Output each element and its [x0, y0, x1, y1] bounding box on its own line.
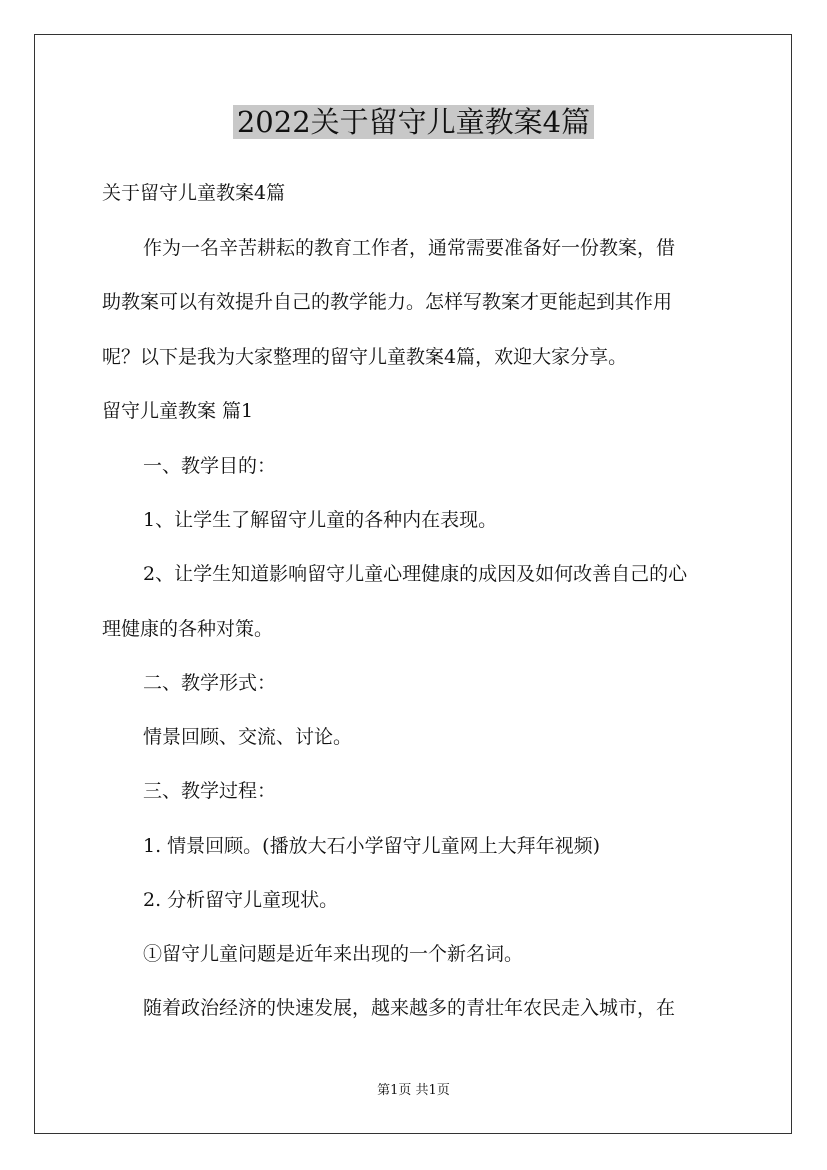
paragraph-line: 1、让学生了解留守儿童的各种内在表现。 [143, 509, 498, 531]
paragraph-line: 三、教学过程： [143, 780, 277, 802]
paragraph-line: 呢？以下是我为大家整理的留守儿童教案4篇，欢迎大家分享。 [102, 346, 628, 368]
paragraph-line: 二、教学形式： [143, 672, 277, 694]
paragraph-line: 作为一名辛苦耕耘的教育工作者，通常需要准备好一份教案，借 [143, 237, 676, 259]
section-heading: 留守儿童教案 篇1 [102, 400, 254, 422]
paragraph-line: 2、让学生知道影响留守儿童心理健康的成因及如何改善自己的心 [143, 563, 688, 585]
page-footer: 第1页 共1页 [377, 1083, 450, 1098]
paragraph-line: 随着政治经济的快速发展，越来越多的青壮年农民走入城市，在 [143, 997, 676, 1019]
paragraph-line: 情景回顾、交流、讨论。 [143, 726, 353, 748]
paragraph-line: 1. 情景回顾。(播放大石小学留守儿童网上大拜年视频) [143, 835, 600, 857]
paragraph-line: 2. 分析留守儿童现状。 [143, 889, 339, 911]
paragraph-line: 助教案可以有效提升自己的教学能力。怎样写教案才更能起到其作用 [102, 291, 673, 313]
paragraph-line: 一、教学目的： [143, 455, 277, 477]
paragraph-line: 理健康的各种对策。 [102, 618, 274, 640]
paragraph-line: ①留守儿童问题是近年来出现的一个新名词。 [143, 943, 524, 965]
document-title [0, 100, 827, 144]
title-text: 2022关于留守儿童教案4篇 [233, 105, 594, 139]
subtitle-line: 关于留守儿童教案4篇 [102, 182, 286, 204]
